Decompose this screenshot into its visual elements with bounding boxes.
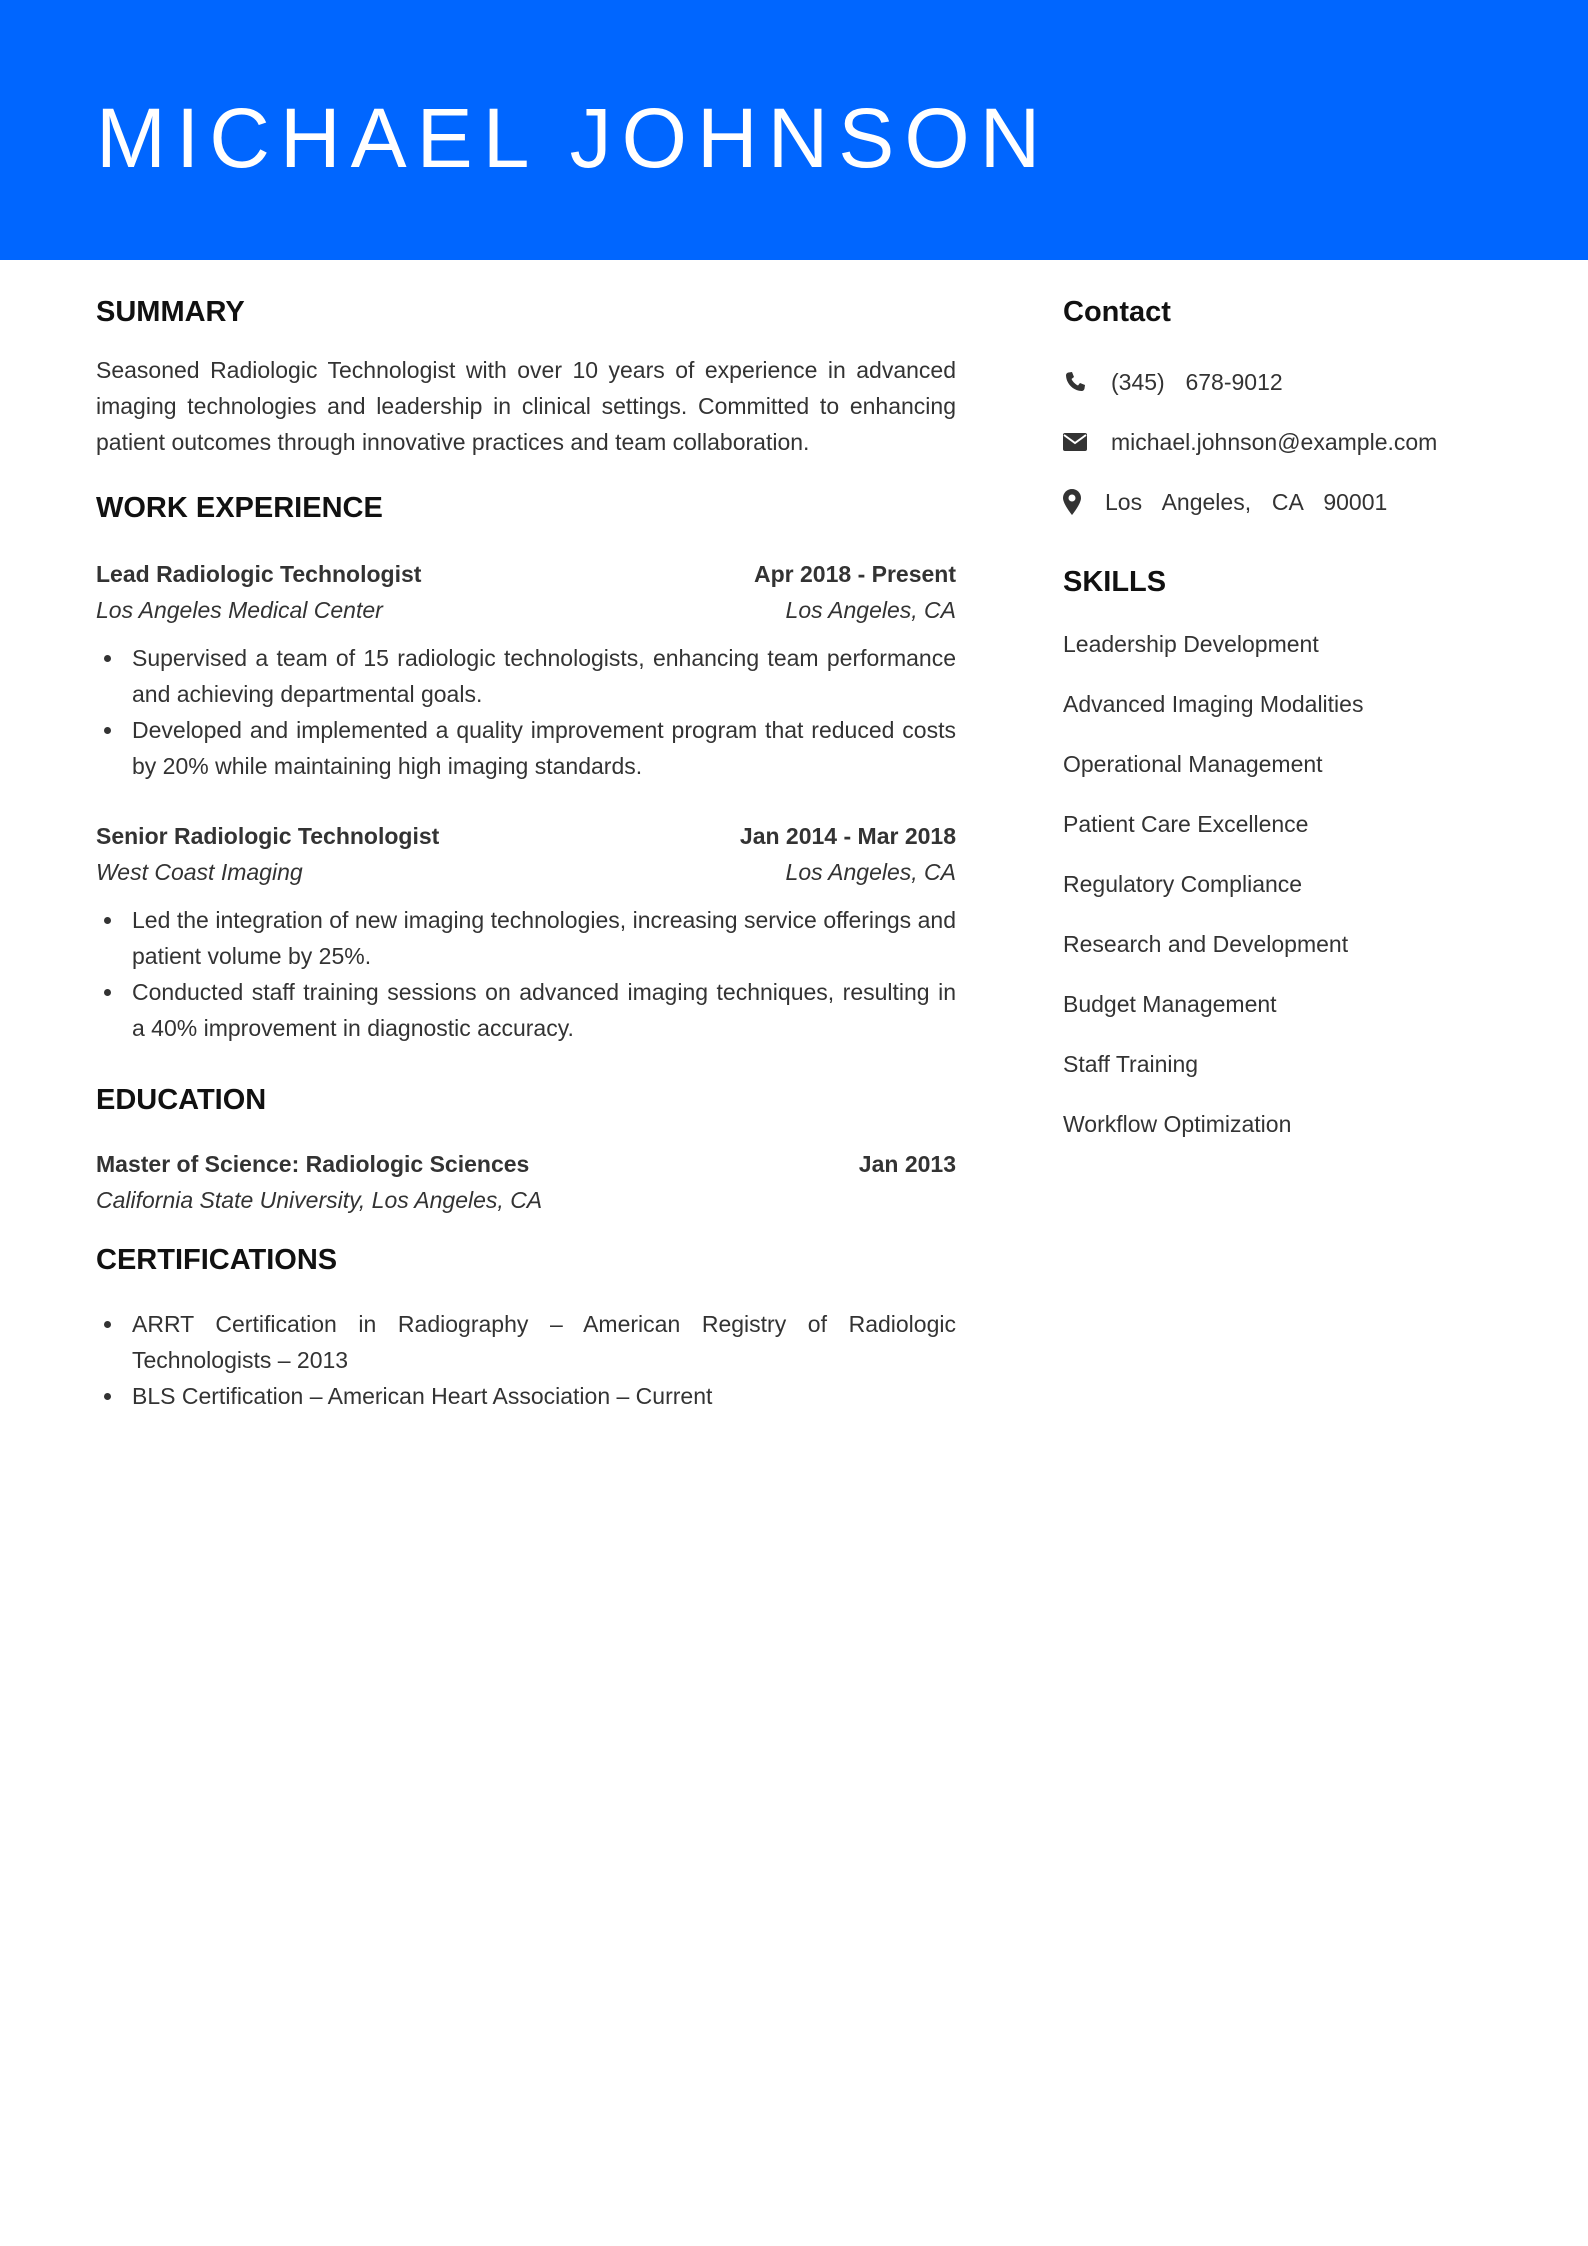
skill-item: Budget Management bbox=[1063, 991, 1277, 1017]
certifications-heading: CERTIFICATIONS bbox=[96, 1244, 338, 1276]
job-title: Lead Radiologic Technologist bbox=[96, 561, 422, 587]
list-item bbox=[96, 712, 956, 784]
bullet-text: Conducted staff training sessions on advanced imaging techniques, resulting in a 40% improvement in diagnostic accuracy. bbox=[132, 979, 956, 1041]
job-employer: Los Angeles Medical Center bbox=[96, 597, 383, 623]
bullet-icon bbox=[104, 655, 111, 662]
sidebar bbox=[1063, 292, 1503, 1166]
skill-item: Patient Care Excellence bbox=[1063, 811, 1309, 837]
skill-item: Workflow Optimization bbox=[1063, 1111, 1292, 1137]
summary-heading: SUMMARY bbox=[96, 296, 245, 328]
certification-text: ARRT Certification in Radiography – American Registry of Radiologic Technologists – 2013 bbox=[132, 1311, 956, 1373]
phone-number[interactable]: (345) 678-9012 bbox=[1111, 368, 1283, 395]
map-pin-icon bbox=[1063, 489, 1087, 515]
certifications-list bbox=[96, 1306, 956, 1414]
bullet-icon bbox=[104, 1393, 111, 1400]
job-bullets bbox=[96, 902, 956, 1046]
skill-item: Advanced Imaging Modalities bbox=[1063, 691, 1364, 717]
envelope-icon bbox=[1063, 429, 1093, 455]
bullet-icon bbox=[104, 917, 111, 924]
degree: Master of Science: Radiologic Sciences bbox=[96, 1151, 530, 1177]
header-banner bbox=[0, 0, 1588, 260]
candidate-name: MICHAEL JOHNSON bbox=[96, 91, 1051, 185]
list-item bbox=[96, 640, 956, 712]
bullet-icon bbox=[104, 989, 111, 996]
job-location: Los Angeles, CA bbox=[785, 597, 956, 623]
contact-phone bbox=[1063, 364, 1503, 400]
skill-item: Research and Development bbox=[1063, 931, 1349, 957]
list-item bbox=[96, 1378, 956, 1414]
school: California State University, Los Angeles, CA bbox=[96, 1187, 543, 1213]
contact-heading: Contact bbox=[1063, 296, 1171, 328]
job-bullets bbox=[96, 640, 956, 784]
list-item bbox=[96, 1306, 956, 1378]
skill-item: Regulatory Compliance bbox=[1063, 871, 1303, 897]
skill-item: Staff Training bbox=[1063, 1051, 1199, 1077]
skill-item: Leadership Development bbox=[1063, 631, 1319, 657]
certification-text: BLS Certification – American Heart Association – Current bbox=[132, 1383, 713, 1409]
education-heading: EDUCATION bbox=[96, 1084, 267, 1116]
job-title: Senior Radiologic Technologist bbox=[96, 823, 440, 849]
job-dates: Jan 2014 - Mar 2018 bbox=[739, 823, 956, 849]
list-item bbox=[96, 902, 956, 974]
job-location: Los Angeles, CA bbox=[785, 859, 956, 885]
bullet-text: Developed and implemented a quality improvement program that reduced costs by 20% while maintaining high imaging standards. bbox=[132, 717, 956, 779]
job-dates: Apr 2018 - Present bbox=[754, 561, 956, 587]
bullet-icon bbox=[104, 727, 111, 734]
summary-text: Seasoned Radiologic Technologist with over 10 years of experience in advanced imaging technologies and leadership in clinical settings. Committed to enhancing patient outcomes through innovative practices and team collaboration. bbox=[96, 357, 956, 455]
degree-date: Jan 2013 bbox=[858, 1151, 956, 1177]
job-entry bbox=[96, 818, 956, 1046]
location-text: Los Angeles, CA 90001 bbox=[1105, 488, 1388, 515]
work-experience-heading: WORK EXPERIENCE bbox=[96, 492, 383, 524]
email-address[interactable]: michael.johnson@example.com bbox=[1111, 428, 1438, 455]
job-employer: West Coast Imaging bbox=[96, 859, 303, 885]
contact-email bbox=[1063, 424, 1503, 460]
bullet-icon bbox=[104, 1321, 111, 1328]
bullet-text: Supervised a team of 15 radiologic technologists, enhancing team performance and achieving departmental goals. bbox=[132, 645, 956, 707]
contact-location bbox=[1063, 484, 1503, 520]
list-item bbox=[96, 974, 956, 1046]
bullet-text: Led the integration of new imaging technologies, increasing service offerings and patient volume by 25%. bbox=[132, 907, 956, 969]
skill-item: Operational Management bbox=[1063, 751, 1323, 777]
skills-heading: SKILLS bbox=[1063, 566, 1167, 598]
main-column bbox=[96, 292, 956, 1414]
job-entry bbox=[96, 556, 956, 784]
phone-icon bbox=[1063, 369, 1093, 395]
